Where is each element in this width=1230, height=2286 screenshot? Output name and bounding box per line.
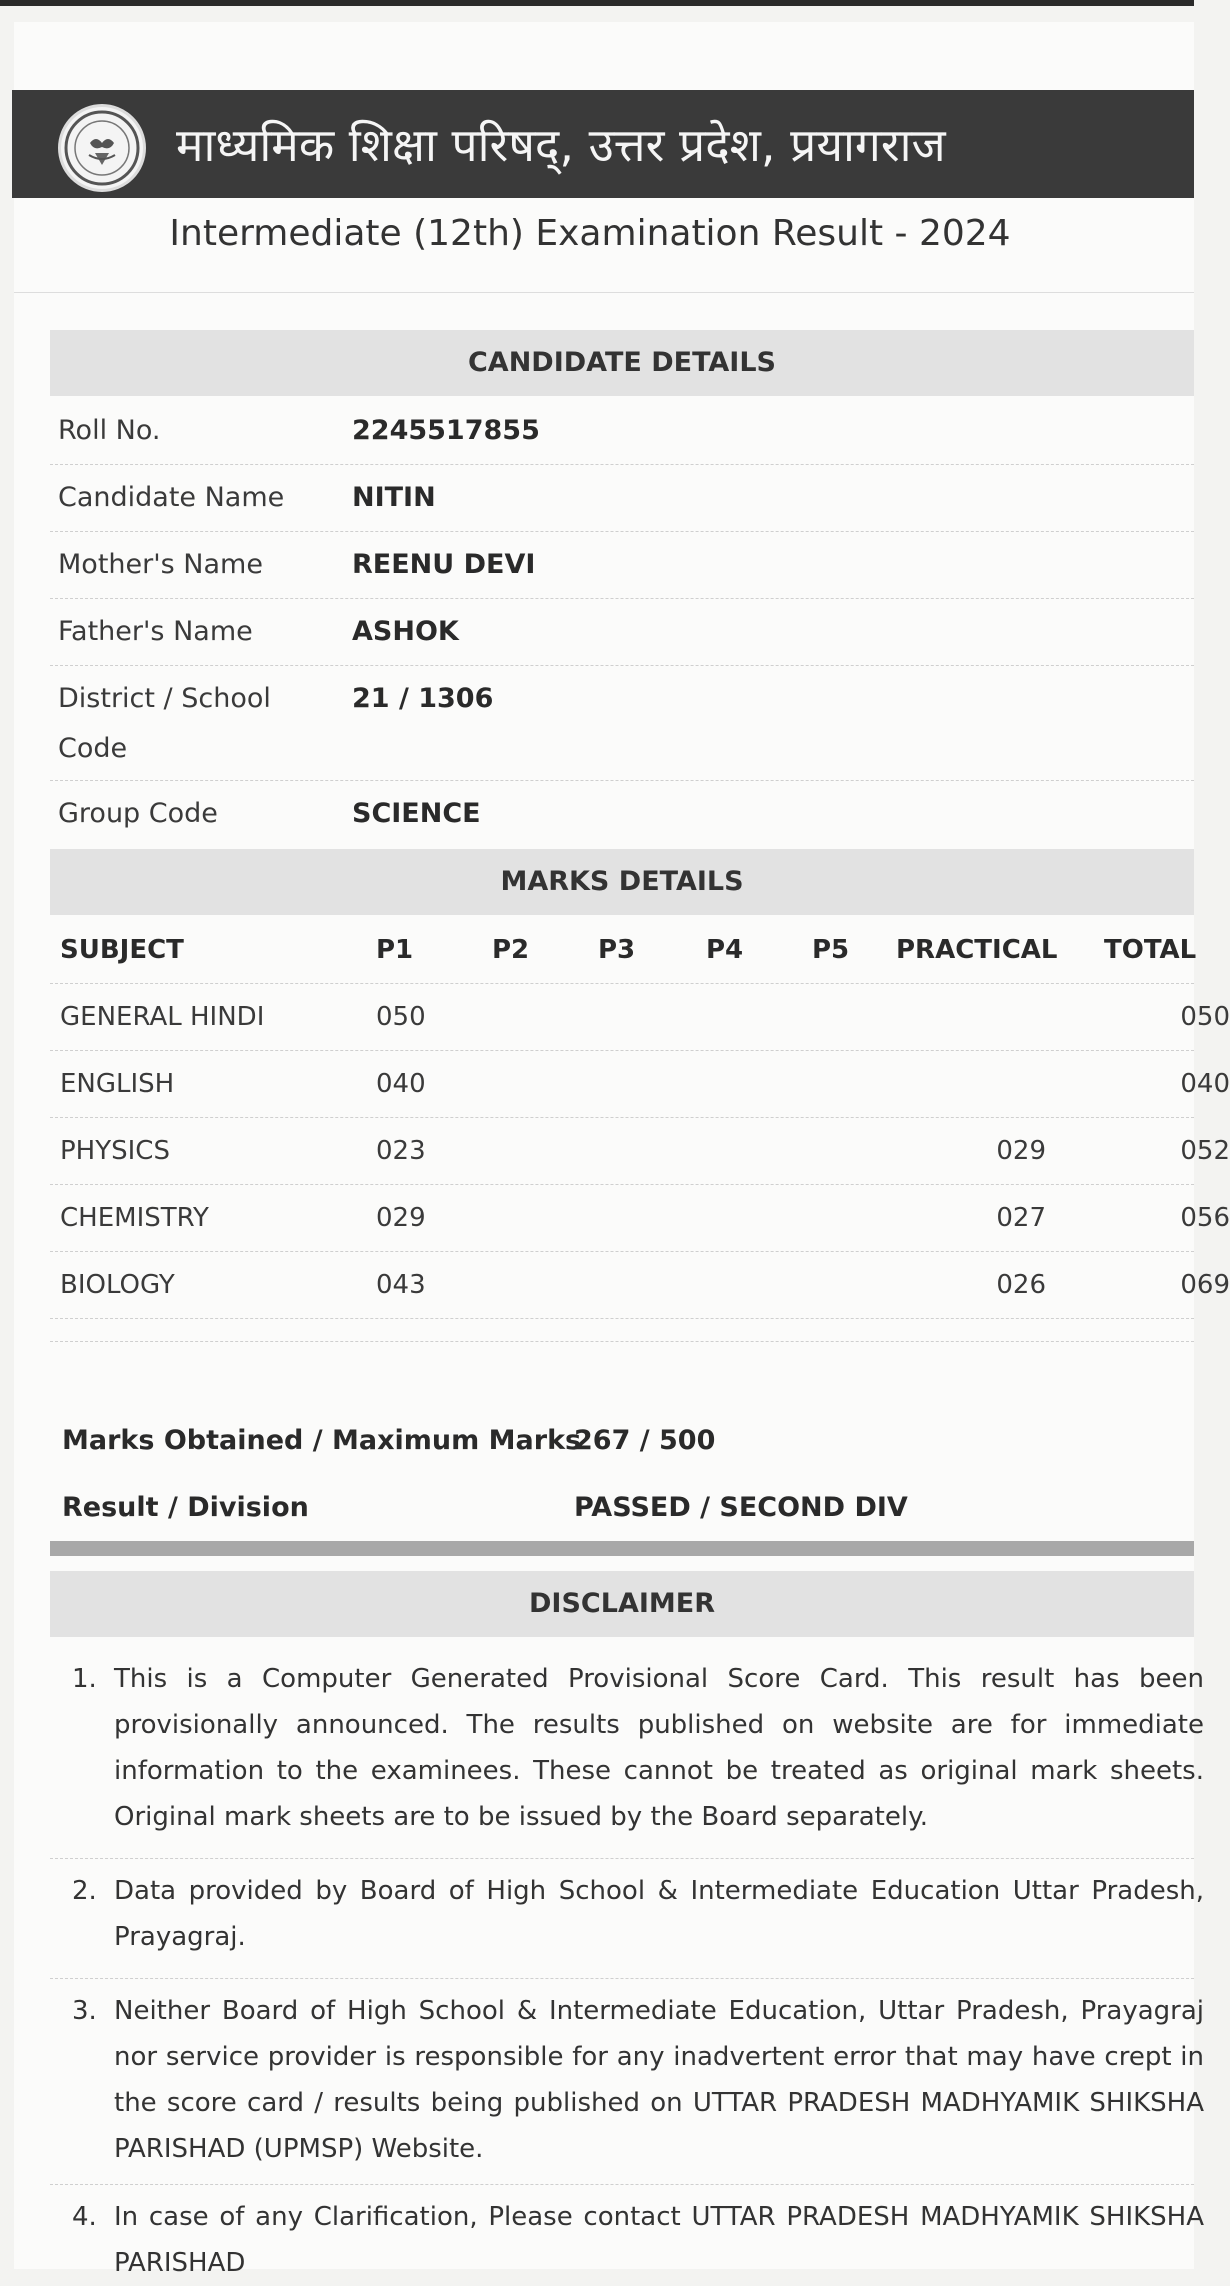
p1-marks: 029 [376, 1203, 426, 1233]
exam-title: Intermediate (12th) Examination Result - 2024 [169, 213, 1011, 254]
marks-row [50, 1118, 1230, 1185]
marks-obtained-value: 267 / 500 [574, 1425, 716, 1456]
candidate-row [50, 465, 1194, 532]
column-header: P5 [812, 935, 850, 965]
field-value: NITIN [352, 482, 436, 513]
field-value: REENU DEVI [352, 549, 536, 580]
p1-marks: 040 [376, 1069, 426, 1099]
total-marks: 056 [1180, 1203, 1230, 1233]
marks-spacer-row [50, 1319, 1194, 1342]
column-header: TOTAL [1104, 935, 1197, 965]
subject-name: BIOLOGY [60, 1270, 175, 1300]
marks-row [50, 1252, 1230, 1319]
column-header: P4 [706, 935, 744, 965]
disclaimer-item [50, 1988, 1204, 2185]
item-number: 4. [72, 2202, 97, 2232]
field-value: 21 / 1306 [352, 683, 494, 714]
item-text: This is a Computer Generated Provisional Score Card. This result has been provisionally announced. The results published on website are for immediate information to the examinees. These cannot be treated as original mark sheets. Original mark sheets are to be issued by the Board separately. [114, 1664, 1204, 1832]
p1-marks: 043 [376, 1270, 426, 1300]
result-row [50, 1475, 1194, 1541]
item-number: 2. [72, 1876, 97, 1906]
column-header: P2 [492, 935, 530, 965]
board-name: माध्यमिक शिक्षा परिषद्, उत्तर प्रदेश, प्रयागराज [176, 118, 946, 172]
p1-marks: 023 [376, 1136, 426, 1166]
disclaimer-item [50, 1868, 1204, 1979]
column-header: PRACTICAL [896, 935, 1058, 965]
practical-marks: 026 [996, 1270, 1046, 1300]
candidate-row [50, 398, 1194, 465]
field-label: Group Code [58, 798, 218, 829]
field-label: Candidate Name [58, 482, 285, 513]
marks-obtained-label: Marks Obtained / Maximum Marks [62, 1425, 582, 1456]
disclaimer-item [50, 1656, 1204, 1859]
item-text: Neither Board of High School & Intermediate Education, Uttar Pradesh, Prayagraj nor service provider is responsible for any inadvertent error that may have crept in the score card / results being published on UTTAR PRADESH MADHYAMIK SHIKSHA PARISHAD (UPMSP) Website. [114, 1996, 1204, 2164]
item-number: 3. [72, 1996, 97, 2026]
disclaimer-heading: DISCLAIMER [50, 1571, 1194, 1637]
total-marks: 052 [1180, 1136, 1230, 1166]
item-number: 1. [72, 1664, 97, 1694]
subject-name: GENERAL HINDI [60, 1002, 265, 1032]
field-value: ASHOK [352, 616, 459, 647]
result-value: PASSED / SECOND DIV [574, 1492, 908, 1523]
total-marks: 050 [1180, 1002, 1230, 1032]
p1-marks: 050 [376, 1002, 426, 1032]
marks-details-heading: MARKS DETAILS [50, 849, 1194, 915]
field-label: Roll No. [58, 415, 161, 446]
item-text: Data provided by Board of High School & Intermediate Education Uttar Pradesh, Prayagraj. [114, 1876, 1204, 1952]
subject-name: CHEMISTRY [60, 1203, 209, 1233]
candidate-details-heading: CANDIDATE DETAILS [50, 330, 1194, 396]
marks-summary-row [50, 1408, 1194, 1474]
practical-marks: 027 [996, 1203, 1046, 1233]
item-text: In case of any Clarification, Please contact UTTAR PRADESH MADHYAMIK SHIKSHA PARISHAD [114, 2202, 1204, 2278]
field-label: Father's Name [58, 616, 253, 647]
marks-row [50, 984, 1230, 1051]
marks-row [50, 1185, 1230, 1252]
disclaimer-item [50, 2194, 1204, 2278]
field-label: Mother's Name [58, 549, 263, 580]
marks-header-row [50, 917, 1197, 984]
practical-marks: 029 [996, 1136, 1046, 1166]
candidate-row [50, 532, 1194, 599]
column-header: P3 [598, 935, 636, 965]
column-header: P1 [376, 935, 414, 965]
candidate-row [50, 599, 1194, 666]
total-marks: 040 [1180, 1069, 1230, 1099]
up-government-seal-icon [58, 104, 146, 192]
subject-name: ENGLISH [60, 1069, 175, 1099]
result-label: Result / Division [62, 1492, 309, 1523]
field-value: SCIENCE [352, 798, 481, 829]
scan-edge [0, 0, 1194, 6]
field-value: 2245517855 [352, 415, 540, 446]
marks-row [50, 1051, 1230, 1118]
column-header: SUBJECT [60, 935, 184, 965]
candidate-row [50, 666, 1194, 781]
divider [14, 292, 1194, 293]
section-divider-bar [50, 1541, 1194, 1556]
total-marks: 069 [1180, 1270, 1230, 1300]
subject-name: PHYSICS [60, 1136, 170, 1166]
candidate-row [50, 781, 1194, 847]
field-label: District / School Code [58, 683, 271, 764]
